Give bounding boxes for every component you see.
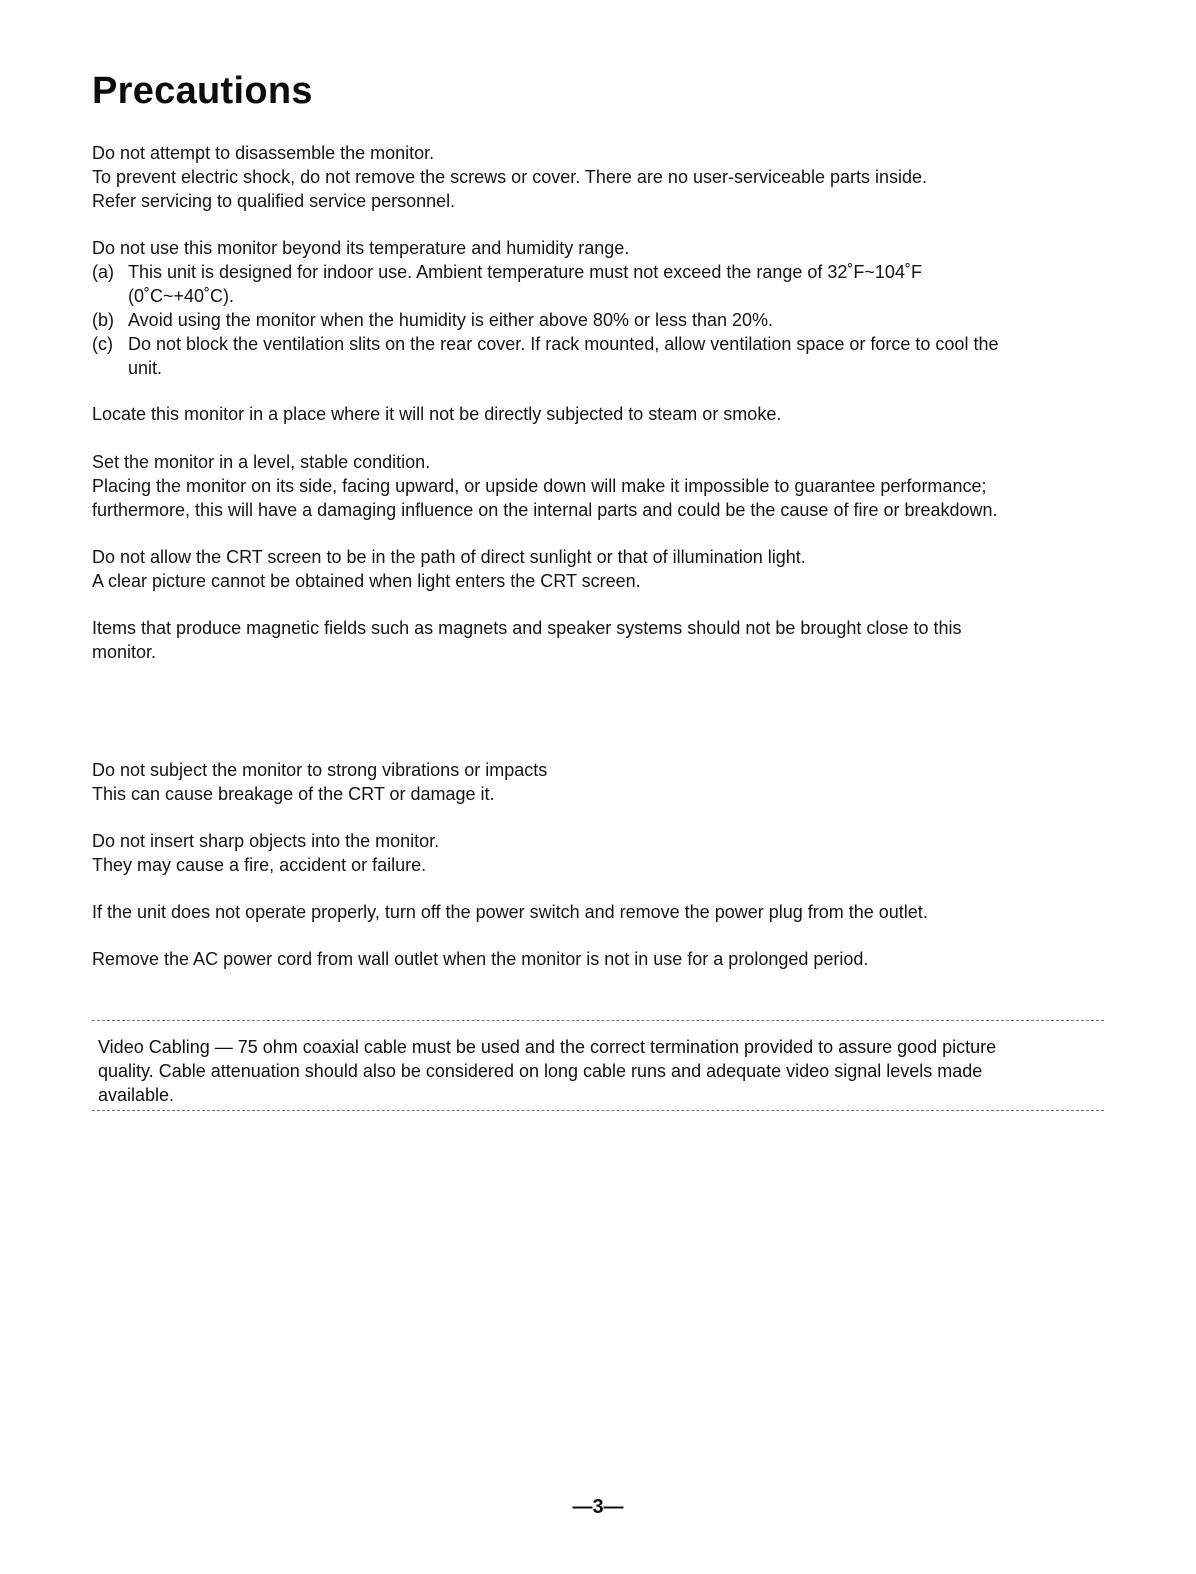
level-detail: Placing the monitor on its side, facing upward, or upside down will make it impossible to guarantee performance; xyxy=(92,476,987,496)
magnetic-warning: Items that produce magnetic fields such as magnets and speaker systems should not be brought close to this xyxy=(92,618,962,638)
video-cabling-text: available. xyxy=(98,1085,175,1105)
video-cabling-text: quality. Cable attenuation should also be considered on long cable runs and adequate video signal levels made xyxy=(98,1061,983,1081)
level-detail-cont: furthermore, this will have a damaging influence on the internal parts and could be the cause of fire or breakdown. xyxy=(92,500,998,520)
level-warning: Set the monitor in a level, stable condition. xyxy=(92,452,431,472)
power-cord-instruction: Remove the AC power cord from wall outlet when the monitor is not in use for a prolonged period. xyxy=(92,949,869,969)
page-title: Precautions xyxy=(92,70,313,112)
list-item-text: Avoid using the monitor when the humidity is either above 80% or less than 20%. xyxy=(128,310,774,330)
list-item-text: unit. xyxy=(128,358,163,378)
video-cabling-note xyxy=(92,1020,1104,1112)
steam-warning: Locate this monitor in a place where it will not be directly subjected to steam or smoke. xyxy=(92,404,782,424)
temperature-heading: Do not use this monitor beyond its temperature and humidity range. xyxy=(92,238,630,258)
disassemble-detail: To prevent electric shock, do not remove the screws or cover. There are no user-serviceable parts inside. xyxy=(92,167,928,187)
video-cabling-text: Video Cabling — 75 ohm coaxial cable must be used and the correct termination provided to assure good picture xyxy=(98,1037,997,1057)
sharp-objects-detail: They may cause a fire, accident or failure. xyxy=(92,855,427,875)
list-item-text: This unit is designed for indoor use. Ambient temperature must not exceed the range of 32˚F~104˚F xyxy=(128,262,922,282)
list-item-marker: (a) xyxy=(92,262,114,282)
note-bottom-divider xyxy=(92,1110,1104,1111)
disassemble-servicing: Refer servicing to qualified service personnel. xyxy=(92,191,456,211)
list-item-marker: (b) xyxy=(92,310,114,330)
page-number: —3— xyxy=(572,1496,624,1518)
list-item-text: Do not block the ventilation slits on the rear cover. If rack mounted, allow ventilation space or force to cool the xyxy=(128,334,999,354)
sunlight-warning: Do not allow the CRT screen to be in the path of direct sunlight or that of illumination light. xyxy=(92,547,806,567)
vibration-detail: This can cause breakage of the CRT or damage it. xyxy=(92,784,495,804)
list-item-marker: (c) xyxy=(92,334,113,354)
disassemble-warning: Do not attempt to disassemble the monitor. xyxy=(92,143,435,163)
list-item-text: (0˚C~+40˚C). xyxy=(128,286,235,306)
sharp-objects-warning: Do not insert sharp objects into the monitor. xyxy=(92,831,440,851)
sunlight-detail: A clear picture cannot be obtained when light enters the CRT screen. xyxy=(92,571,641,591)
note-top-divider xyxy=(92,1020,1104,1021)
malfunction-instruction: If the unit does not operate properly, turn off the power switch and remove the power plug from the outlet. xyxy=(92,902,928,922)
vibration-warning: Do not subject the monitor to strong vibrations or impacts xyxy=(92,760,548,780)
magnetic-warning-cont: monitor. xyxy=(92,642,157,662)
